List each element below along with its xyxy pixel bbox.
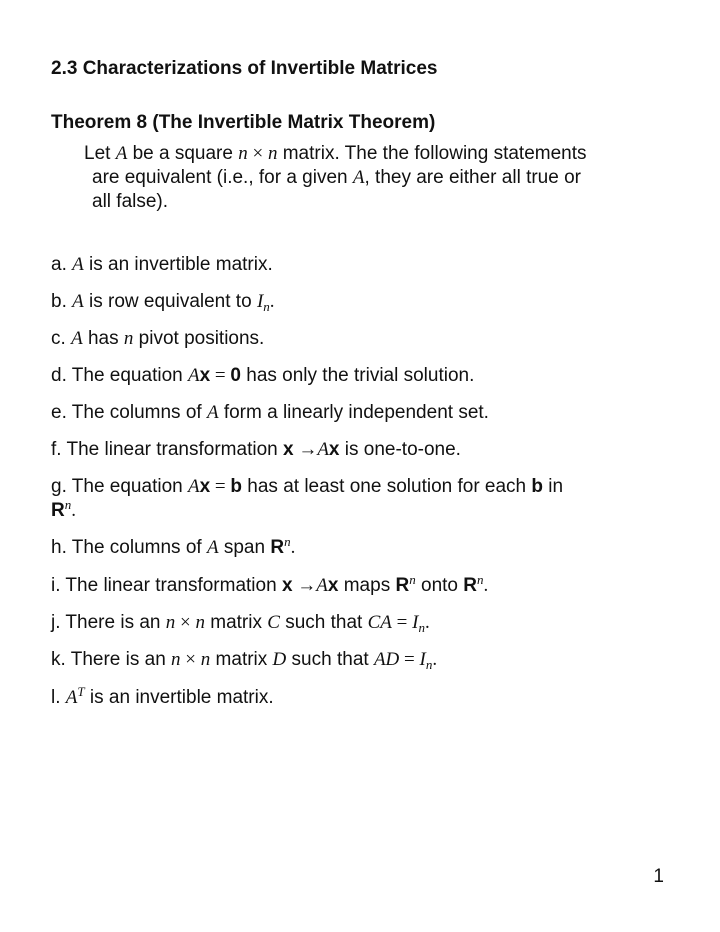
item-j: j. There is an n × n matrix C such that CA = $I_n$. — [51, 612, 430, 635]
item-b: b. A is row equivalent to $I_n$. — [51, 291, 275, 314]
item-g-cont: $R^n$. — [51, 497, 76, 521]
intro-line-2: are equivalent (i.e., for a given A, they are either all true or — [92, 167, 581, 188]
theorem-title: Theorem 8 (The Invertible Matrix Theorem) — [51, 112, 436, 133]
item-c: c. A has n pivot positions. — [51, 328, 265, 349]
item-a: a. A is an invertible matrix. — [51, 254, 273, 275]
page-number: 1 — [653, 866, 664, 887]
item-i: i. The linear transformation x →Ax maps $R^n$ onto $R^n$. — [51, 572, 489, 596]
item-k: k. There is an n × n matrix D such that AD = $I_n$. — [51, 649, 438, 672]
item-f: f. The linear transformation x →Ax is one-to-one. — [51, 439, 461, 460]
intro-line-3: all false). — [92, 191, 169, 212]
item-g: g. The equation Ax = b has at least one solution for each b in — [51, 476, 564, 497]
item-l: l. $A^T$ is an invertible matrix. — [51, 684, 274, 708]
item-e: e. The columns of A form a linearly independent set. — [51, 402, 489, 423]
item-h: h. The columns of A span $R^n$. — [51, 534, 296, 558]
section-title: 2.3 Characterizations of Invertible Matrices — [51, 58, 438, 79]
item-d: d. The equation Ax = 0 has only the trivial solution. — [51, 365, 475, 386]
intro-line-1: Let A be a square n × n matrix. The the following statements — [84, 143, 587, 164]
